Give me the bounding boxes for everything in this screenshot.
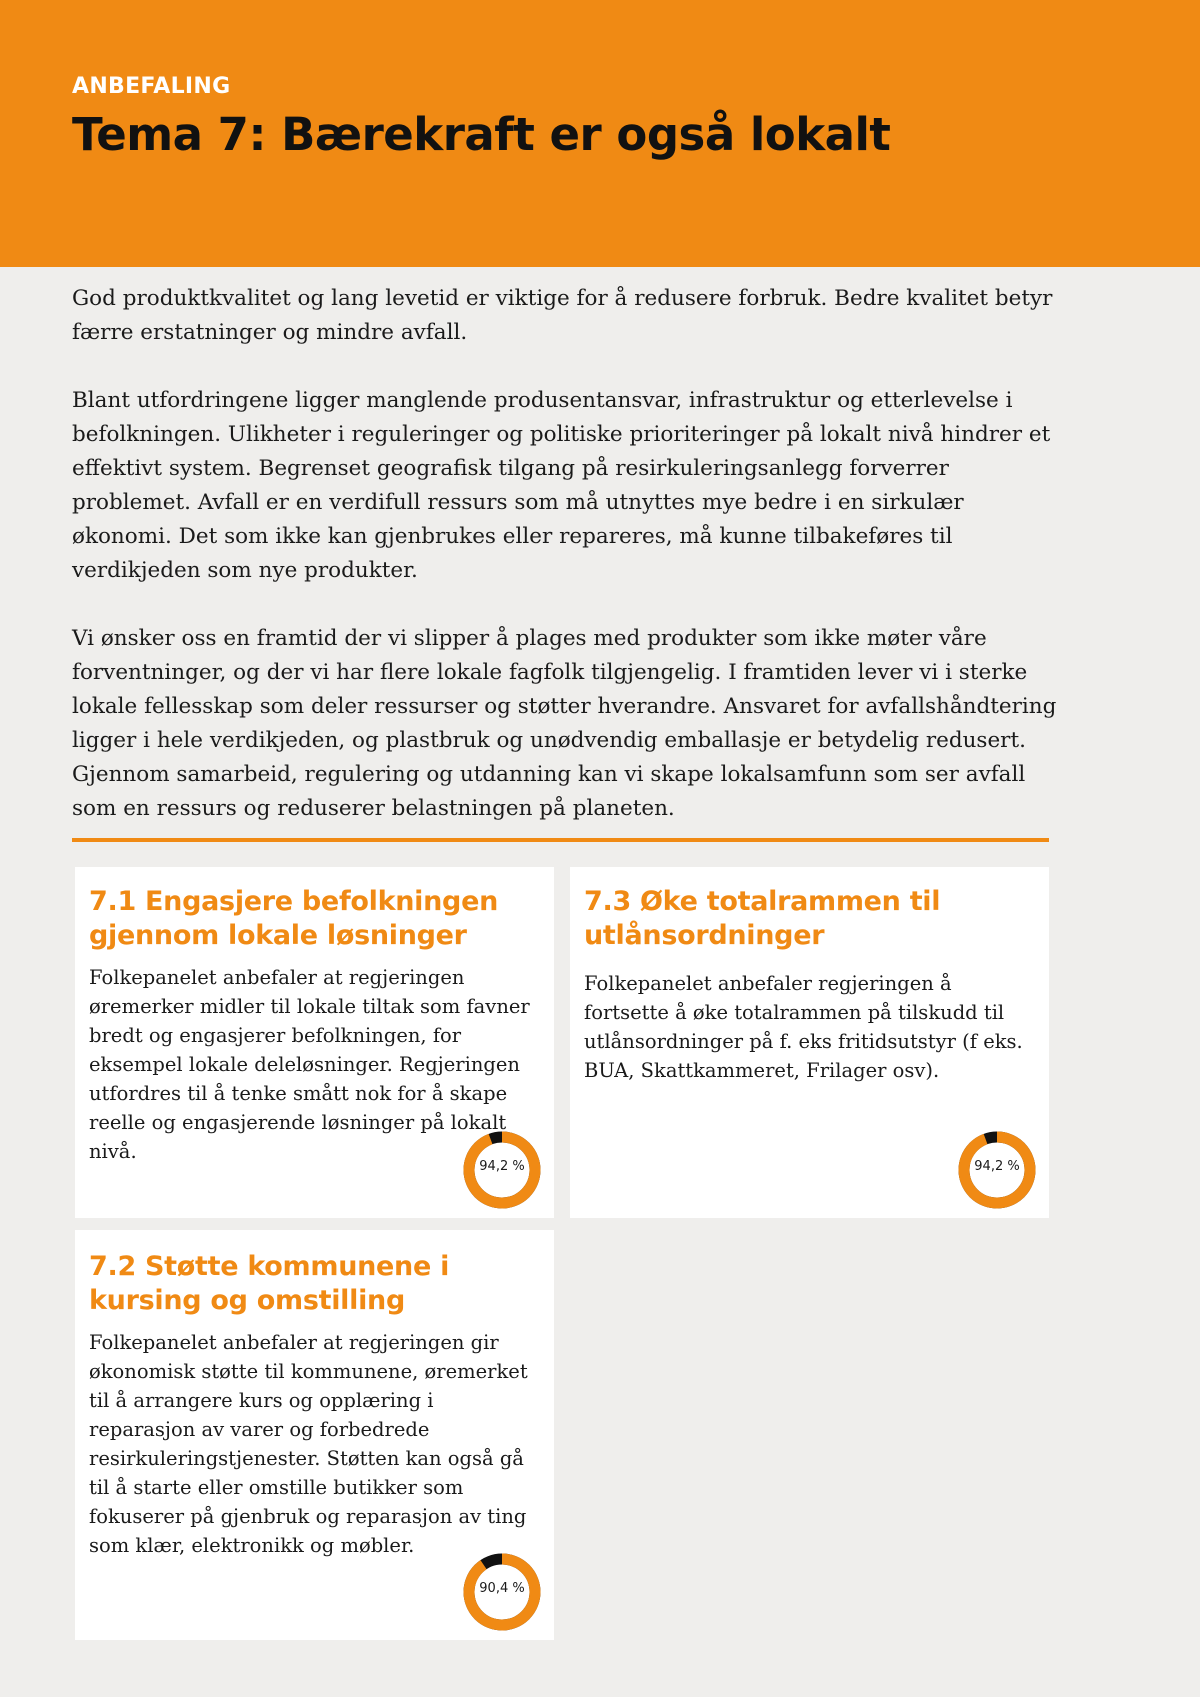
support-donut-chart bbox=[462, 1552, 542, 1632]
recommendation-card-7-3 bbox=[570, 867, 1049, 1218]
recommendation-card-7-1 bbox=[75, 867, 554, 1218]
recommendation-title: 7.1 Engasjere befolkningen gjennom lokale løsninger bbox=[89, 886, 499, 951]
page-title: Tema 7: Bærekraft er også lokalt bbox=[72, 108, 891, 161]
recommendation-text: Folkepanelet anbefaler at regjeringen gir økonomisk støtte til kommunene, øremerket til å arrangere kurs og opplæring i reparasjon av varer og forbedrede resirkuleringstjenester. Støtten kan også gå til å starte eller omstille butikker som fokuserer på gjenbruk og reparasjon av ting som klær, elektronikk og møbler. bbox=[89, 1331, 528, 1557]
support-percentage: 90,4 % bbox=[479, 1581, 525, 1596]
recommendation-title: 7.2 Støtte kommunene i kursing og omstilling bbox=[89, 1251, 450, 1316]
intro-paragraph: Blant utfordringene ligger manglende produsentansvar, infrastruktur og etterlevelse i befolkningen. Ulikheter i reguleringer og politiske prioriteringer på lokalt nivå hindrer et effektivt system. Begrenset geografisk tilgang på resirkuleringsanlegg forverrer problemet. Avfall er en verdifull ressurs som må utnyttes mye bedre i en sirkulær økonomi. Det som ikke kan gjenbrukes eller repareres, må kunne tilbakeføres til verdikjeden som nye produkter. bbox=[72, 388, 1051, 583]
recommendation-card-7-2 bbox=[75, 1230, 554, 1640]
support-donut-chart bbox=[957, 1130, 1037, 1210]
support-percentage: 94,2 % bbox=[974, 1159, 1020, 1174]
recommendation-title: 7.3 Øke totalrammen til utlånsordninger bbox=[584, 886, 941, 951]
intro-paragraph: Vi ønsker oss en framtid der vi slipper å plages med produkter som ikke møter våre forventninger, og der vi har flere lokale fagfolk tilgjengelig. I framtiden lever vi i sterke lokale fellesskap som deler ressurser og støtter hverandre. Ansvaret for avfallshåndtering ligger i hele verdikjeden, og plastbruk og unødvendig emballasje er betydelig redusert. Gjennom samarbeid, regulering og utdanning kan vi skape lokalsamfunn som ser avfall som en ressurs og reduserer belastningen på planeten. bbox=[72, 626, 1057, 821]
section-kicker: ANBEFALING bbox=[72, 74, 231, 99]
intro-text bbox=[72, 282, 1062, 826]
support-percentage: 94,2 % bbox=[479, 1159, 525, 1174]
recommendation-text: Folkepanelet anbefaler at regjeringen øremerker midler til lokale tiltak som favner bredt og engasjerer befolkningen, for eksempel lokale deleløsninger. Regjeringen utfordres til å tenke smått nok for å skape reelle og engasjerende løsninger på lokalt nivå. bbox=[89, 966, 530, 1163]
section-divider bbox=[72, 838, 1049, 842]
header-banner bbox=[0, 0, 1200, 267]
support-donut-chart bbox=[462, 1130, 542, 1210]
recommendation-text: Folkepanelet anbefaler regjeringen å fortsette å øke totalrammen på tilskudd til utlånsordninger på f. eks fritidsutstyr (f eks. BUA, Skattkammeret, Frilager osv). bbox=[584, 972, 1023, 1082]
intro-paragraph: God produktkvalitet og lang levetid er viktige for å redusere forbruk. Bedre kvalitet betyr færre erstatninger og mindre avfall. bbox=[72, 286, 1053, 345]
